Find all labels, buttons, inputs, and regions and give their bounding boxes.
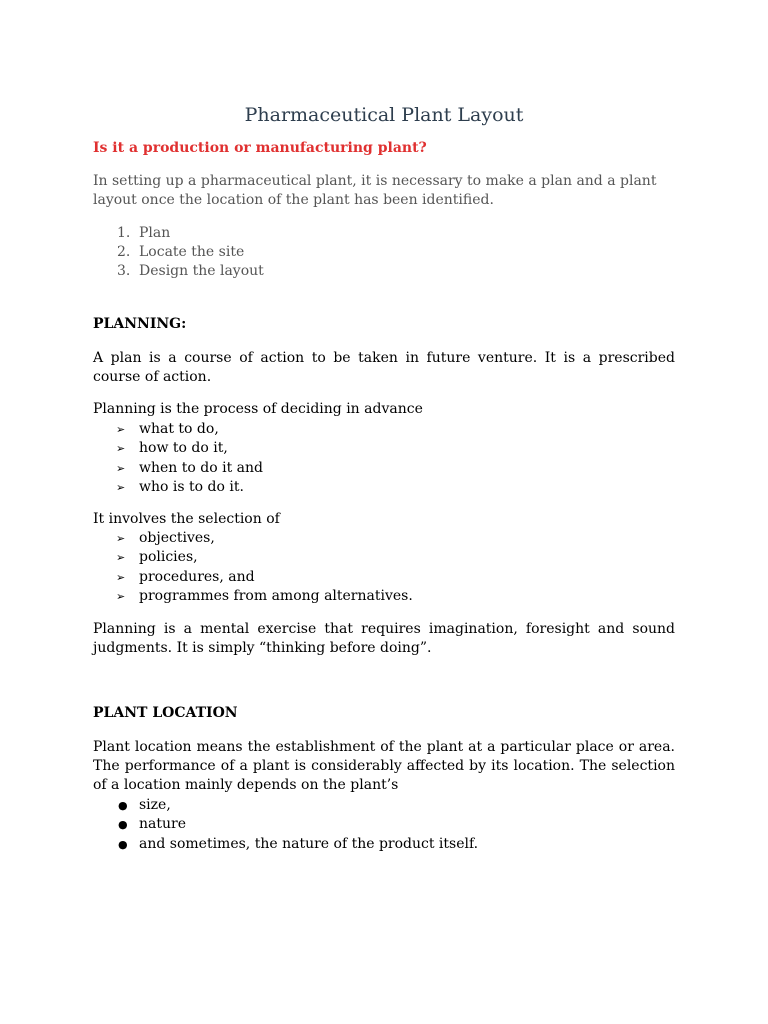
list-item-text: size, bbox=[139, 797, 171, 813]
list-item-text: programmes from among alternatives. bbox=[139, 587, 413, 604]
list-item bbox=[93, 796, 478, 815]
list-item bbox=[93, 224, 264, 243]
list-item bbox=[93, 835, 478, 854]
list-item bbox=[93, 815, 478, 834]
list-number: 3. bbox=[117, 263, 131, 279]
plant-location-heading: PLANT LOCATION bbox=[93, 705, 238, 721]
planning-process-intro: Planning is the process of deciding in advance bbox=[93, 401, 423, 417]
list-item bbox=[93, 478, 263, 497]
arrow-bullet-icon: ➢ bbox=[116, 423, 126, 436]
arrow-bullet-icon: ➢ bbox=[116, 551, 126, 565]
steps-list bbox=[93, 224, 264, 281]
list-item bbox=[93, 529, 413, 548]
list-number: 1. bbox=[117, 225, 131, 241]
planning-selection-intro: It involves the selection of bbox=[93, 511, 280, 527]
page-title: Pharmaceutical Plant Layout bbox=[244, 104, 524, 126]
list-item-text: and sometimes, the nature of the product itself. bbox=[139, 835, 479, 852]
list-item bbox=[93, 548, 413, 567]
list-item-text: who is to do it. bbox=[139, 478, 244, 495]
arrow-bullet-icon: ➢ bbox=[116, 461, 126, 475]
list-number: 2. bbox=[117, 244, 131, 260]
list-item bbox=[93, 262, 264, 281]
bullet-icon: ● bbox=[118, 818, 128, 832]
arrow-bullet-icon: ➢ bbox=[116, 570, 126, 584]
planning-process-list bbox=[93, 420, 263, 497]
list-item-text: when to do it and bbox=[139, 459, 263, 476]
list-item bbox=[93, 459, 263, 478]
list-item-text: how to do it, bbox=[139, 440, 228, 457]
bullet-icon: ● bbox=[118, 837, 128, 851]
bullet-icon: ● bbox=[118, 799, 128, 812]
list-item-text: what to do, bbox=[139, 421, 219, 437]
arrow-bullet-icon: ➢ bbox=[116, 442, 126, 456]
plant-location-list bbox=[93, 796, 478, 854]
list-item-text: Design the layout bbox=[139, 263, 264, 279]
planning-selection-list bbox=[93, 529, 413, 606]
planning-heading: PLANNING: bbox=[93, 316, 187, 332]
plant-location-paragraph: Plant location means the establishment of the plant at a particular place or area. The performance of a plant is considerably affected by its location. The selection of a location mainly depends on the plant’s bbox=[93, 739, 675, 793]
list-item-text: Plan bbox=[139, 225, 171, 241]
list-item-text: objectives, bbox=[139, 530, 215, 546]
list-item bbox=[93, 243, 264, 262]
list-item-text: procedures, and bbox=[139, 568, 255, 585]
list-item-text: nature bbox=[139, 816, 186, 833]
list-item-text: Locate the site bbox=[139, 244, 245, 260]
arrow-bullet-icon: ➢ bbox=[116, 532, 126, 545]
list-item-text: policies, bbox=[139, 549, 198, 566]
arrow-bullet-icon: ➢ bbox=[116, 589, 126, 603]
list-item bbox=[93, 568, 413, 587]
intro-paragraph: In setting up a pharmaceutical plant, it is necessary to make a plan and a plant layout once the location of the plant has been identified. bbox=[93, 173, 657, 208]
planning-definition: A plan is a course of action to be taken in future venture. It is a prescribed course of action. bbox=[93, 350, 675, 385]
list-item bbox=[93, 587, 413, 606]
list-item bbox=[93, 439, 263, 458]
arrow-bullet-icon: ➢ bbox=[116, 480, 126, 494]
planning-closing: Planning is a mental exercise that requires imagination, foresight and sound judgments. It is simply “thinking before doing”. bbox=[93, 621, 675, 656]
list-item bbox=[93, 420, 263, 439]
subtitle-question: Is it a production or manufacturing plant? bbox=[93, 140, 427, 156]
